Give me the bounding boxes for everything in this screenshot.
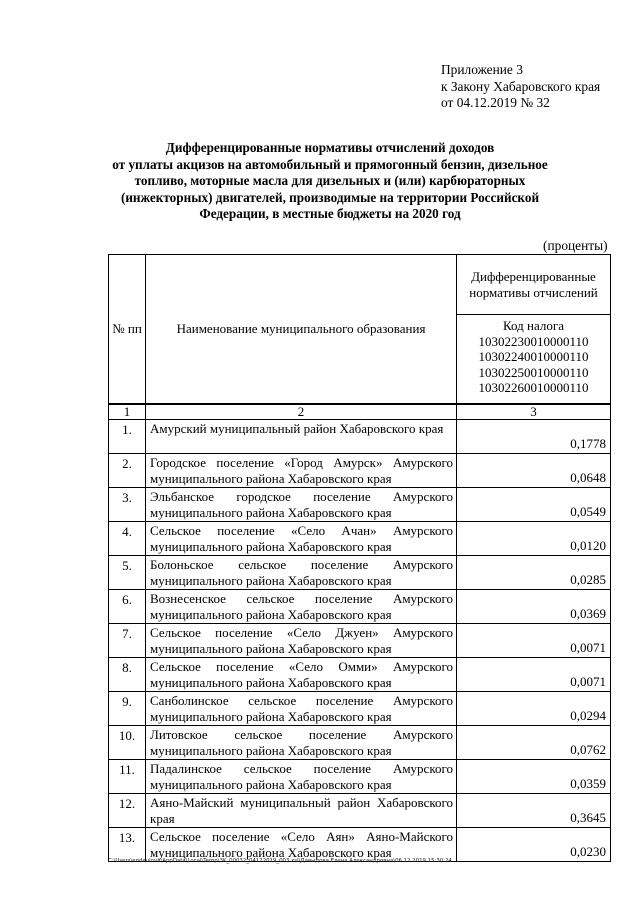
municipality-name: Сельское поселение «Село Ачан» Амурского муниципального района Хабаровского края <box>146 522 457 556</box>
column-index-row <box>109 404 611 420</box>
tax-code-label: Код налога <box>503 318 564 333</box>
appendix-line-2: к Закону Хабаровского края <box>441 78 601 94</box>
row-number: 10. <box>109 726 146 760</box>
normative-value: 0,0071 <box>457 658 611 692</box>
row-number: 1. <box>109 420 146 454</box>
normative-value: 0,0369 <box>457 590 611 624</box>
header-number: № пп <box>109 255 146 405</box>
municipality-name: Амурский муниципальный район Хабаровского края <box>146 420 457 454</box>
table-row <box>109 828 611 862</box>
row-number: 12. <box>109 794 146 828</box>
column-index: 2 <box>146 404 457 420</box>
normative-value: 0,0230 <box>457 828 611 862</box>
row-number: 5. <box>109 556 146 590</box>
municipality-name: Литовское сельское поселение Амурского муниципального района Хабаровского края <box>146 726 457 760</box>
file-path-footer: C:\Users\endaulova\AppData\Local\Temp\3K_00032_04122019_003.xsl\Давыдова Елена Александровна\06.12.2019 15:30:24 <box>108 858 452 864</box>
normative-value: 0,1778 <box>457 420 611 454</box>
title-line: (инжекторных) двигателей, производимые на территории Российской <box>120 189 540 205</box>
table-row <box>109 794 611 828</box>
table-row <box>109 522 611 556</box>
tax-code: 10302260010000110 <box>478 380 589 396</box>
header-name: Наименование муниципального образования <box>146 255 457 405</box>
table-row <box>109 454 611 488</box>
table-row <box>109 726 611 760</box>
tax-code: 10302230010000110 <box>478 333 589 349</box>
table-row <box>109 556 611 590</box>
table-header-row <box>109 255 611 315</box>
normative-value: 0,0359 <box>457 760 611 794</box>
tax-code: 10302240010000110 <box>478 349 589 365</box>
row-number: 2. <box>109 454 146 488</box>
title-line: Федерации, в местные бюджеты на 2020 год <box>199 206 461 222</box>
normative-value: 0,0294 <box>457 692 611 726</box>
municipality-name: Эльбанское городское поселение Амурского муниципального района Хабаровского края <box>146 488 457 522</box>
municipality-name: Падалинское сельское поселение Амурского муниципального района Хабаровского края <box>146 760 457 794</box>
table-row <box>109 420 611 454</box>
row-number: 8. <box>109 658 146 692</box>
municipality-name: Вознесенское сельское поселение Амурского муниципального района Хабаровского края <box>146 590 457 624</box>
row-number: 6. <box>109 590 146 624</box>
municipality-name: Городское поселение «Город Амурск» Амурского муниципального района Хабаровского края <box>146 454 457 488</box>
row-number: 7. <box>109 624 146 658</box>
table-row <box>109 590 611 624</box>
title-line: топливо, моторные масла для дизельных и (или) карбюраторных <box>134 173 526 189</box>
normatives-table <box>108 254 611 862</box>
normative-value: 0,3645 <box>457 794 611 828</box>
header-normatives: Дифференцированные нормативы отчислений <box>457 255 611 315</box>
appendix-note <box>441 62 600 112</box>
header-tax-codes <box>457 315 611 405</box>
municipality-name: Аяно-Майский муниципальный район Хабаровского края <box>146 794 457 828</box>
municipality-name: Сельское поселение «Село Джуен» Амурского муниципального района Хабаровского края <box>146 624 457 658</box>
title-line: от уплаты акцизов на автомобильный и прямогонный бензин, дизельное <box>112 156 548 172</box>
row-number: 13. <box>109 828 146 862</box>
municipality-name: Болоньское сельское поселение Амурского муниципального района Хабаровского края <box>146 556 457 590</box>
normative-value: 0,0549 <box>457 488 611 522</box>
normative-value: 0,0120 <box>457 522 611 556</box>
normative-value: 0,0285 <box>457 556 611 590</box>
normative-value: 0,0762 <box>457 726 611 760</box>
document-title <box>96 140 564 223</box>
appendix-line-1: Приложение 3 <box>441 62 523 77</box>
appendix-line-3: от 04.12.2019 № 32 <box>441 95 550 110</box>
tax-code: 10302250010000110 <box>478 364 589 380</box>
row-number: 11. <box>109 760 146 794</box>
row-number: 3. <box>109 488 146 522</box>
normative-value: 0,0071 <box>457 624 611 658</box>
normative-value: 0,0648 <box>457 454 611 488</box>
municipality-name: Санболинское сельское поселение Амурского муниципального района Хабаровского края <box>146 692 457 726</box>
row-number: 9. <box>109 692 146 726</box>
column-index: 1 <box>109 404 146 420</box>
table-row <box>109 692 611 726</box>
table-row <box>109 624 611 658</box>
title-line: Дифференцированные нормативы отчислений доходов <box>165 140 495 155</box>
table-row <box>109 760 611 794</box>
municipality-name: Сельское поселение «Село Омми» Амурского муниципального района Хабаровского края <box>146 658 457 692</box>
column-index: 3 <box>457 404 611 420</box>
units-label: (проценты) <box>543 238 608 253</box>
row-number: 4. <box>109 522 146 556</box>
table-row <box>109 658 611 692</box>
municipality-name: Сельское поселение «Село Аян» Аяно-Майского муниципального района Хабаровского края <box>146 828 457 862</box>
table-row <box>109 488 611 522</box>
